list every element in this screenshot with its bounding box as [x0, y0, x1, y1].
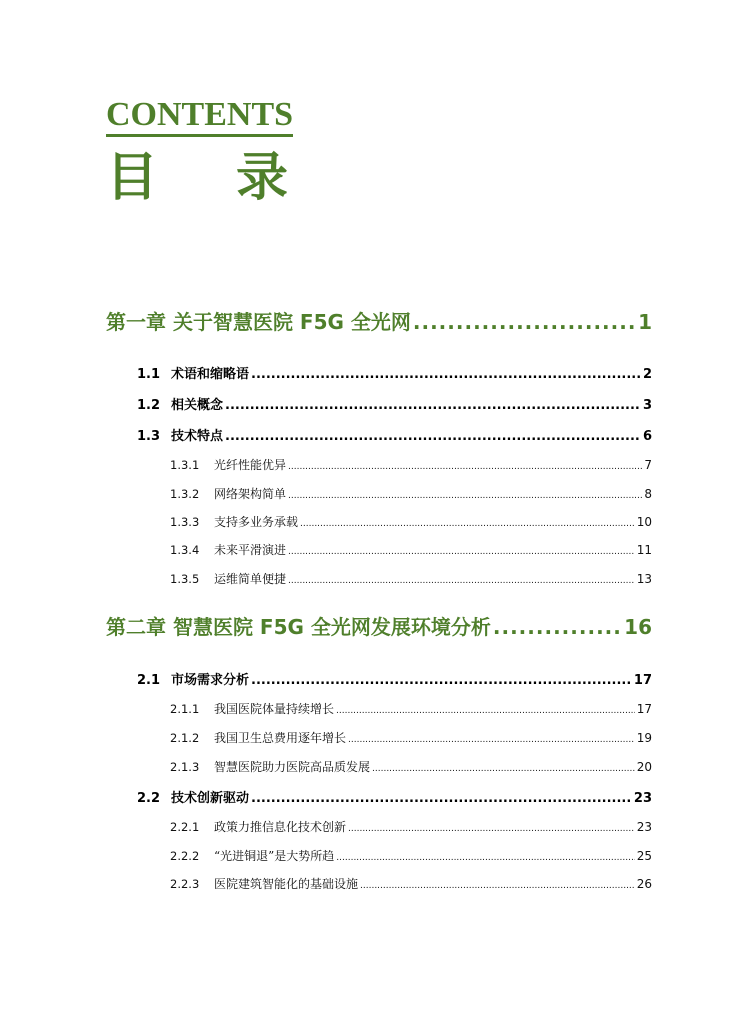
- toc-subsection-number: 2.1.3: [170, 760, 200, 774]
- toc-section-number: 1.3: [137, 429, 161, 444]
- toc-page-number: 10: [636, 515, 652, 529]
- toc-page-number: 16: [624, 615, 652, 639]
- toc-leader: [225, 398, 641, 413]
- toc-subsection-number: 1.3.2: [170, 487, 200, 501]
- toc-page-number: 13: [636, 572, 652, 586]
- contents-heading-zh-char1: 目: [106, 148, 159, 208]
- toc-chapter-title: 第二章 智慧医院 F5G 全光网发展环境分析: [106, 615, 491, 639]
- toc-page-number: 23: [633, 791, 652, 806]
- toc-subsection-1-3-5[interactable]: [170, 570, 652, 587]
- toc-subsection-number: 2.1.1: [170, 702, 200, 716]
- toc-subsection-number: 1.3.1: [170, 458, 200, 472]
- toc-page-number: 17: [633, 673, 652, 688]
- toc-subsection-title: 我国卫生总费用逐年增长: [214, 731, 347, 745]
- toc-leader: [372, 760, 635, 774]
- toc-subsection-title: 支持多业务承载: [214, 515, 299, 529]
- toc-leader: [336, 849, 634, 863]
- toc-leader: [413, 310, 636, 334]
- toc-subsection-1-3-1[interactable]: [170, 456, 652, 473]
- toc-subsection-number: 1.3.4: [170, 543, 200, 557]
- toc-section-2-2[interactable]: [137, 787, 652, 806]
- toc-subsection-title: 智慧医院助力医院高品质发展: [214, 760, 371, 774]
- toc-subsection-2-2-2[interactable]: [170, 847, 652, 864]
- toc-page-number: 26: [636, 877, 652, 891]
- toc-leader: [348, 731, 635, 745]
- toc-page-number: 6: [642, 429, 652, 444]
- toc-leader: [225, 429, 641, 444]
- toc-section-number: 1.2: [137, 398, 161, 413]
- toc-subsection-number: 1.3.3: [170, 515, 200, 529]
- toc-leader: [360, 877, 635, 891]
- toc-leader: [288, 572, 635, 586]
- contents-heading-zh: [106, 148, 288, 208]
- toc-section-title: 市场需求分析: [171, 673, 250, 688]
- toc-subsection-2-1-1[interactable]: [170, 700, 652, 717]
- toc-page-number: 23: [636, 820, 652, 834]
- toc-leader: [251, 673, 632, 688]
- toc-page-number: 11: [636, 543, 652, 557]
- toc-subsection-title: 光纤性能优异: [214, 458, 287, 472]
- toc-subsection-2-1-2[interactable]: [170, 729, 652, 746]
- toc-section-number: 2.2: [137, 791, 161, 806]
- toc-subsection-title: 政策力推信息化技术创新: [214, 820, 347, 834]
- toc-page-number: 17: [636, 702, 652, 716]
- toc-subsection-title: 运维简单便捷: [214, 572, 287, 586]
- toc-page-number: 1: [638, 310, 652, 334]
- toc-section-1-2[interactable]: [137, 394, 652, 413]
- toc-leader: [493, 615, 622, 639]
- toc-leader: [251, 791, 632, 806]
- toc-section-number: 1.1: [137, 367, 161, 382]
- toc-page-number: 2: [642, 367, 652, 382]
- toc-subsection-1-3-4[interactable]: [170, 541, 652, 558]
- toc-leader: [300, 515, 635, 529]
- toc-subsection-number: 2.2.2: [170, 849, 200, 863]
- toc-section-2-1[interactable]: [137, 669, 652, 688]
- toc-leader: [288, 543, 635, 557]
- toc-subsection-1-3-3[interactable]: [170, 513, 652, 530]
- toc-subsection-title: 未来平滑演进: [214, 543, 287, 557]
- toc-leader: [288, 458, 642, 472]
- toc-leader: [336, 702, 635, 716]
- toc-section-title: 技术特点: [171, 429, 224, 444]
- toc-leader: [348, 820, 635, 834]
- toc-page-number: 3: [642, 398, 652, 413]
- contents-heading-en: CONTENTS: [106, 96, 293, 137]
- toc-subsection-1-3-2[interactable]: [170, 485, 652, 502]
- toc-subsection-title: 医院建筑智能化的基础设施: [214, 877, 359, 891]
- toc-page-number: 7: [644, 458, 652, 472]
- toc-section-1-3[interactable]: [137, 425, 652, 444]
- toc-subsection-2-1-3[interactable]: [170, 758, 652, 775]
- toc-section-title: 相关概念: [171, 398, 224, 413]
- toc-page-number: 20: [636, 760, 652, 774]
- toc-subsection-title: “光进铜退”是大势所趋: [214, 849, 335, 863]
- toc-chapter-title: 第一章 关于智慧医院 F5G 全光网: [106, 310, 411, 334]
- toc-subsection-title: 我国医院体量持续增长: [214, 702, 335, 716]
- contents-heading-zh-char2: 录: [236, 148, 289, 208]
- toc-subsection-2-2-1[interactable]: [170, 818, 652, 835]
- toc-subsection-number: 2.2.1: [170, 820, 200, 834]
- toc-subsection-number: 2.2.3: [170, 877, 200, 891]
- toc-page-number: 8: [644, 487, 652, 501]
- toc-page-number: 19: [636, 731, 652, 745]
- toc-section-title: 技术创新驱动: [171, 791, 250, 806]
- toc-page-number: 25: [636, 849, 652, 863]
- toc-leader: [251, 367, 641, 382]
- toc-subsection-title: 网络架构简单: [214, 487, 287, 501]
- toc-leader: [288, 487, 642, 501]
- toc-section-number: 2.1: [137, 673, 161, 688]
- toc-section-1-1[interactable]: [137, 363, 652, 382]
- toc-section-title: 术语和缩略语: [171, 367, 250, 382]
- toc-subsection-2-2-3[interactable]: [170, 875, 652, 892]
- toc-subsection-number: 2.1.2: [170, 731, 200, 745]
- toc-chapter-1[interactable]: [106, 306, 652, 335]
- toc-subsection-number: 1.3.5: [170, 572, 200, 586]
- toc-chapter-2[interactable]: [106, 611, 652, 640]
